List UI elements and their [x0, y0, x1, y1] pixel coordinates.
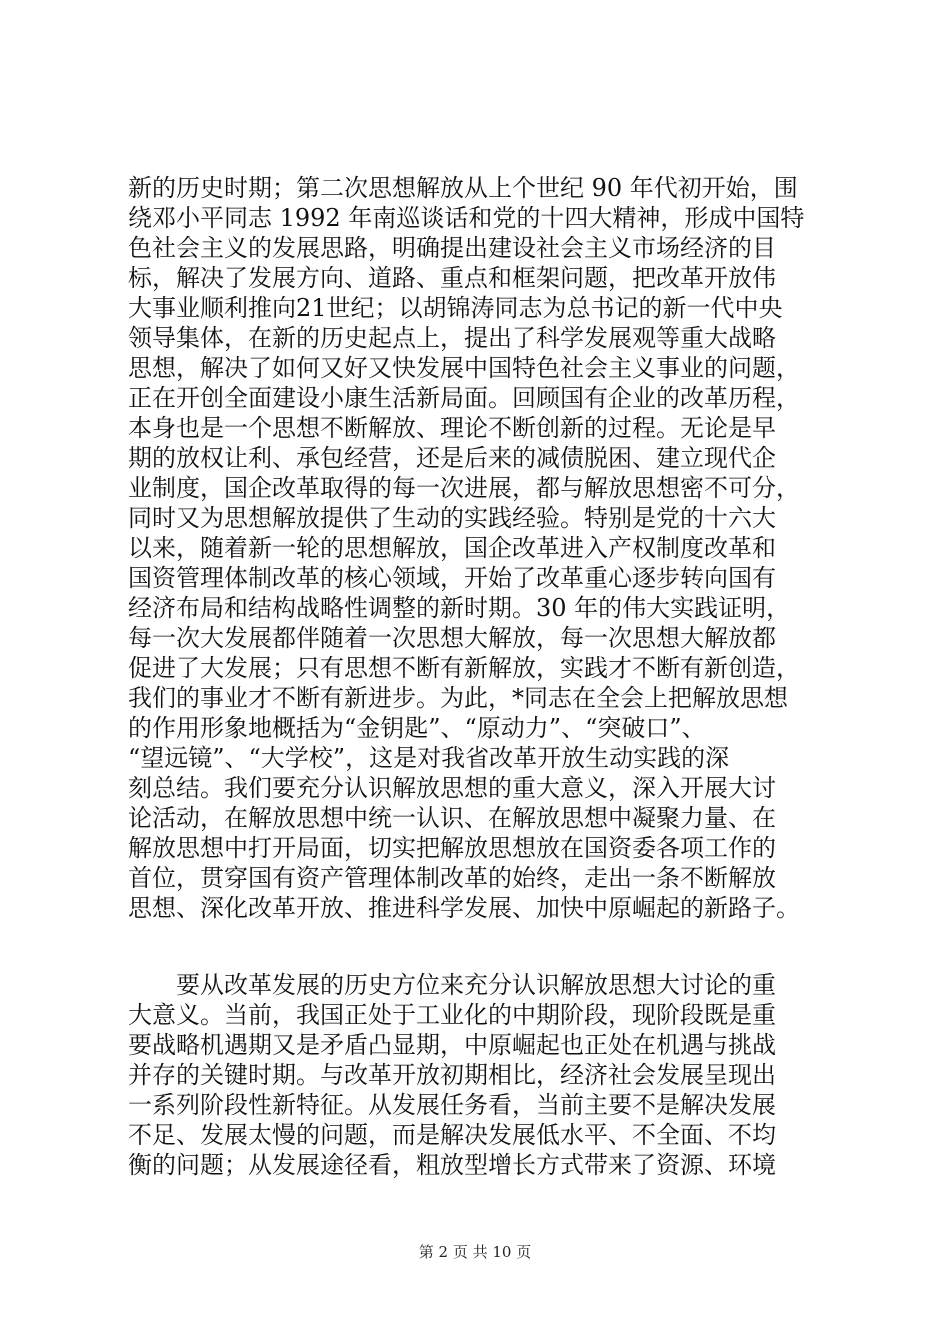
- text-line: 衡的问题；从发展途径看，粗放型增长方式带来了资源、环境: [128, 1151, 776, 1179]
- text-line: 解放思想中打开局面，切实把解放思想放在国资委各项工作的: [128, 834, 776, 862]
- text-line: 的作用形象地概括为“金钥匙”、“原动力”、“突破口”、: [128, 714, 706, 742]
- text-line: 刻总结。我们要充分认识解放思想的重大意义，深入开展大讨: [128, 774, 776, 802]
- text-line: 绕邓小平同志 1992 年南巡谈话和党的十四大精神，形成中国特: [128, 204, 805, 232]
- text-line: 新的历史时期；第二次思想解放从上个世纪 90 年代初开始，围: [128, 174, 798, 202]
- text-line: 要从改革发展的历史方位来充分认识解放思想大讨论的重: [128, 971, 776, 999]
- text-line: 促进了大发展；只有思想不断有新解放，实践才不断有新创造，: [128, 654, 800, 682]
- text-line: 首位，贯穿国有资产管理体制改革的始终，走出一条不断解放: [128, 864, 776, 892]
- text-line: 我们的事业才不断有新进步。为此，*同志在全会上把解放思想: [128, 684, 788, 712]
- text-line: 大意义。当前，我国正处于工业化的中期阶段，现阶段既是重: [128, 1001, 776, 1029]
- text-line: “望远镜”、“大学校”，这是对我省改革开放生动实践的深: [128, 744, 730, 772]
- text-line: 思想、深化改革开放、推进科学发展、加快中原崛起的新路子。: [128, 894, 800, 922]
- text-line: 每一次大发展都伴随着一次思想大解放，每一次思想大解放都: [128, 624, 776, 652]
- text-line: 期的放权让利、承包经营，还是后来的减债脱困、建立现代企: [128, 444, 776, 472]
- text-line: 不足、发展太慢的问题，而是解决发展低水平、不全面、不均: [128, 1121, 776, 1149]
- text-line: 本身也是一个思想不断解放、理论不断创新的过程。无论是早: [128, 414, 776, 442]
- text-line: 论活动，在解放思想中统一认识、在解放思想中凝聚力量、在: [128, 804, 776, 832]
- paragraph-1: [128, 173, 828, 923]
- text-line: 并存的关键时期。与改革开放初期相比，经济社会发展呈现出: [128, 1061, 776, 1089]
- text-line: 色社会主义的发展思路，明确提出建设社会主义市场经济的目: [128, 234, 776, 262]
- text-line: 思想，解决了如何又好又快发展中国特色社会主义事业的问题，: [128, 354, 800, 382]
- text-line: 同时又为思想解放提供了生动的实践经验。特别是党的十六大: [128, 504, 776, 532]
- text-line: 正在开创全面建设小康生活新局面。回顾国有企业的改革历程，: [128, 384, 800, 412]
- text-line: 国资管理体制改革的核心领域，开始了改革重心逐步转向国有: [128, 564, 776, 592]
- text-line: 业制度，国企改革取得的每一次进展，都与解放思想密不可分，: [128, 474, 800, 502]
- text-line: 一系列阶段性新特征。从发展任务看，当前主要不是解决发展: [128, 1091, 776, 1119]
- paragraph-2: [128, 970, 828, 1180]
- text-line: 经济布局和结构战略性调整的新时期。30 年的伟大实践证明，: [128, 594, 791, 622]
- text-line: 大事业顺利推向21世纪；以胡锦涛同志为总书记的新一代中央: [128, 294, 783, 322]
- text-line: 标，解决了发展方向、道路、重点和框架问题，把改革开放伟: [128, 264, 776, 292]
- page-footer: 第 2 页 共 10 页: [418, 1243, 532, 1261]
- text-line: 要战略机遇期又是矛盾凸显期，中原崛起也正处在机遇与挑战: [128, 1031, 776, 1059]
- text-line: 领导集体，在新的历史起点上，提出了科学发展观等重大战略: [128, 324, 776, 352]
- text-line: 以来，随着新一轮的思想解放，国企改革进入产权制度改革和: [128, 534, 776, 562]
